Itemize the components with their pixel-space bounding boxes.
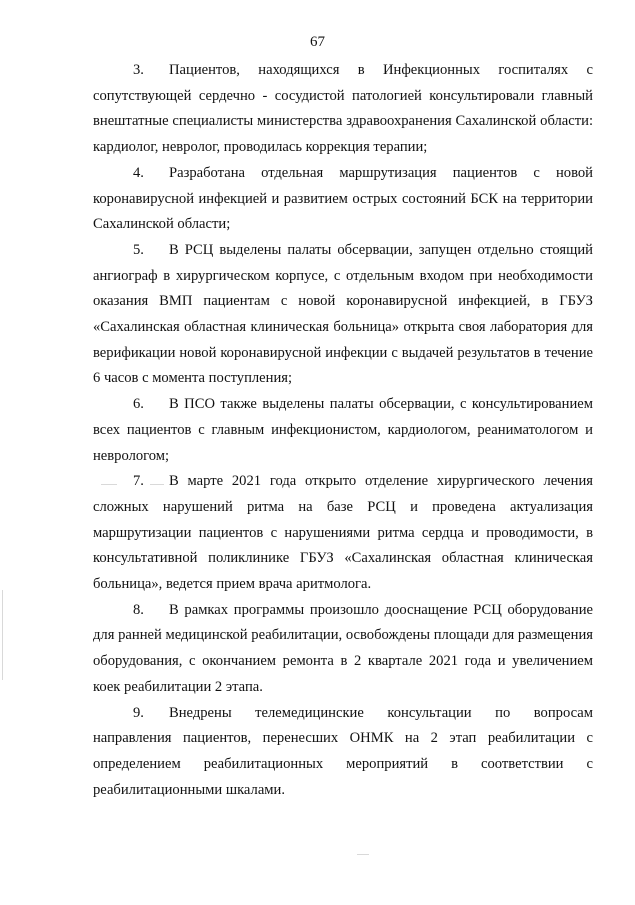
scan-mark — [357, 854, 369, 855]
paragraph-text: В ПСО также выделены палаты обсервации, с консультированием всех пациентов с главным инфекционистом, кардиологом, реаниматологом и неврологом; — [93, 396, 593, 464]
scan-mark — [2, 590, 3, 680]
paragraph-text: В марте 2021 года открыто отделение хирургического лечения сложных нарушений ритма на базе РСЦ и проведена актуализация маршрутизации пациентов с нарушениями ритма сердца и проводимости, в консультативной поликлинике ГБУЗ «Сахалинская областная клиническая больница», ведется прием врача аритмолога. — [93, 473, 593, 593]
paragraph-text: В рамках программы произошло дооснащение РСЦ оборудование для ранней медицинской реабилитации, освобождены площади для размещения оборудования, с окончанием ремонта в 2 квартале 2021 года и увеличением коек реабилитации 2 этапа. — [93, 601, 593, 695]
paragraph-8 — [93, 598, 593, 701]
paragraph-7 — [93, 469, 593, 598]
scan-mark — [150, 484, 164, 485]
paragraph-9 — [93, 701, 593, 804]
paragraph-text: Разработана отдельная маршрутизация пациентов с новой коронавирусной инфекцией и развитием острых состояний БСК на территории Сахалинской области; — [93, 164, 593, 233]
paragraph-4 — [93, 161, 593, 238]
paragraph-number: 8. — [133, 601, 144, 618]
paragraph-text: В РСЦ выделены палаты обсервации, запущен отдельно стоящий ангиограф в хирургическом корпусе, с отдельным входом при необходимости оказания ВМП пациентам с новой коронавирусной инфекцией, в ГБУЗ «Сахалинская областная клиническая больница» открыта своя лаборатория для верификации новой коронавирусной инфекции с выдачей результатов в течение 6 часов с момента поступления; — [93, 241, 593, 387]
paragraph-5 — [93, 238, 593, 392]
paragraph-number: 4. — [133, 164, 144, 181]
paragraph-number: 9. — [133, 704, 144, 721]
page-number: 67 — [310, 34, 325, 50]
paragraph-text: Внедрены телемедицинские консультации по вопросам направления пациентов, перенесших ОНМК на 2 этап реабилитации с определением реабилитационных мероприятий в соответствии с реабилитационными шкалами. — [93, 704, 593, 798]
paragraph-number: 3. — [133, 62, 144, 78]
paragraph-6 — [93, 392, 593, 469]
paragraph-number: 6. — [133, 396, 144, 413]
body-text — [93, 58, 593, 803]
paragraph-3 — [93, 58, 593, 161]
scan-mark — [101, 484, 117, 485]
paragraph-number: 7. — [133, 473, 144, 490]
paragraph-text: Пациентов, находящихся в Инфекционных госпиталях с сопутствующей сердечно - сосудистой патологией консультировали главный внештатные специалисты министерства здравоохранения Сахалинской области: кардиолог, невролог, проводилась коррекция терапии; — [93, 62, 593, 156]
paragraph-number: 5. — [133, 241, 144, 258]
